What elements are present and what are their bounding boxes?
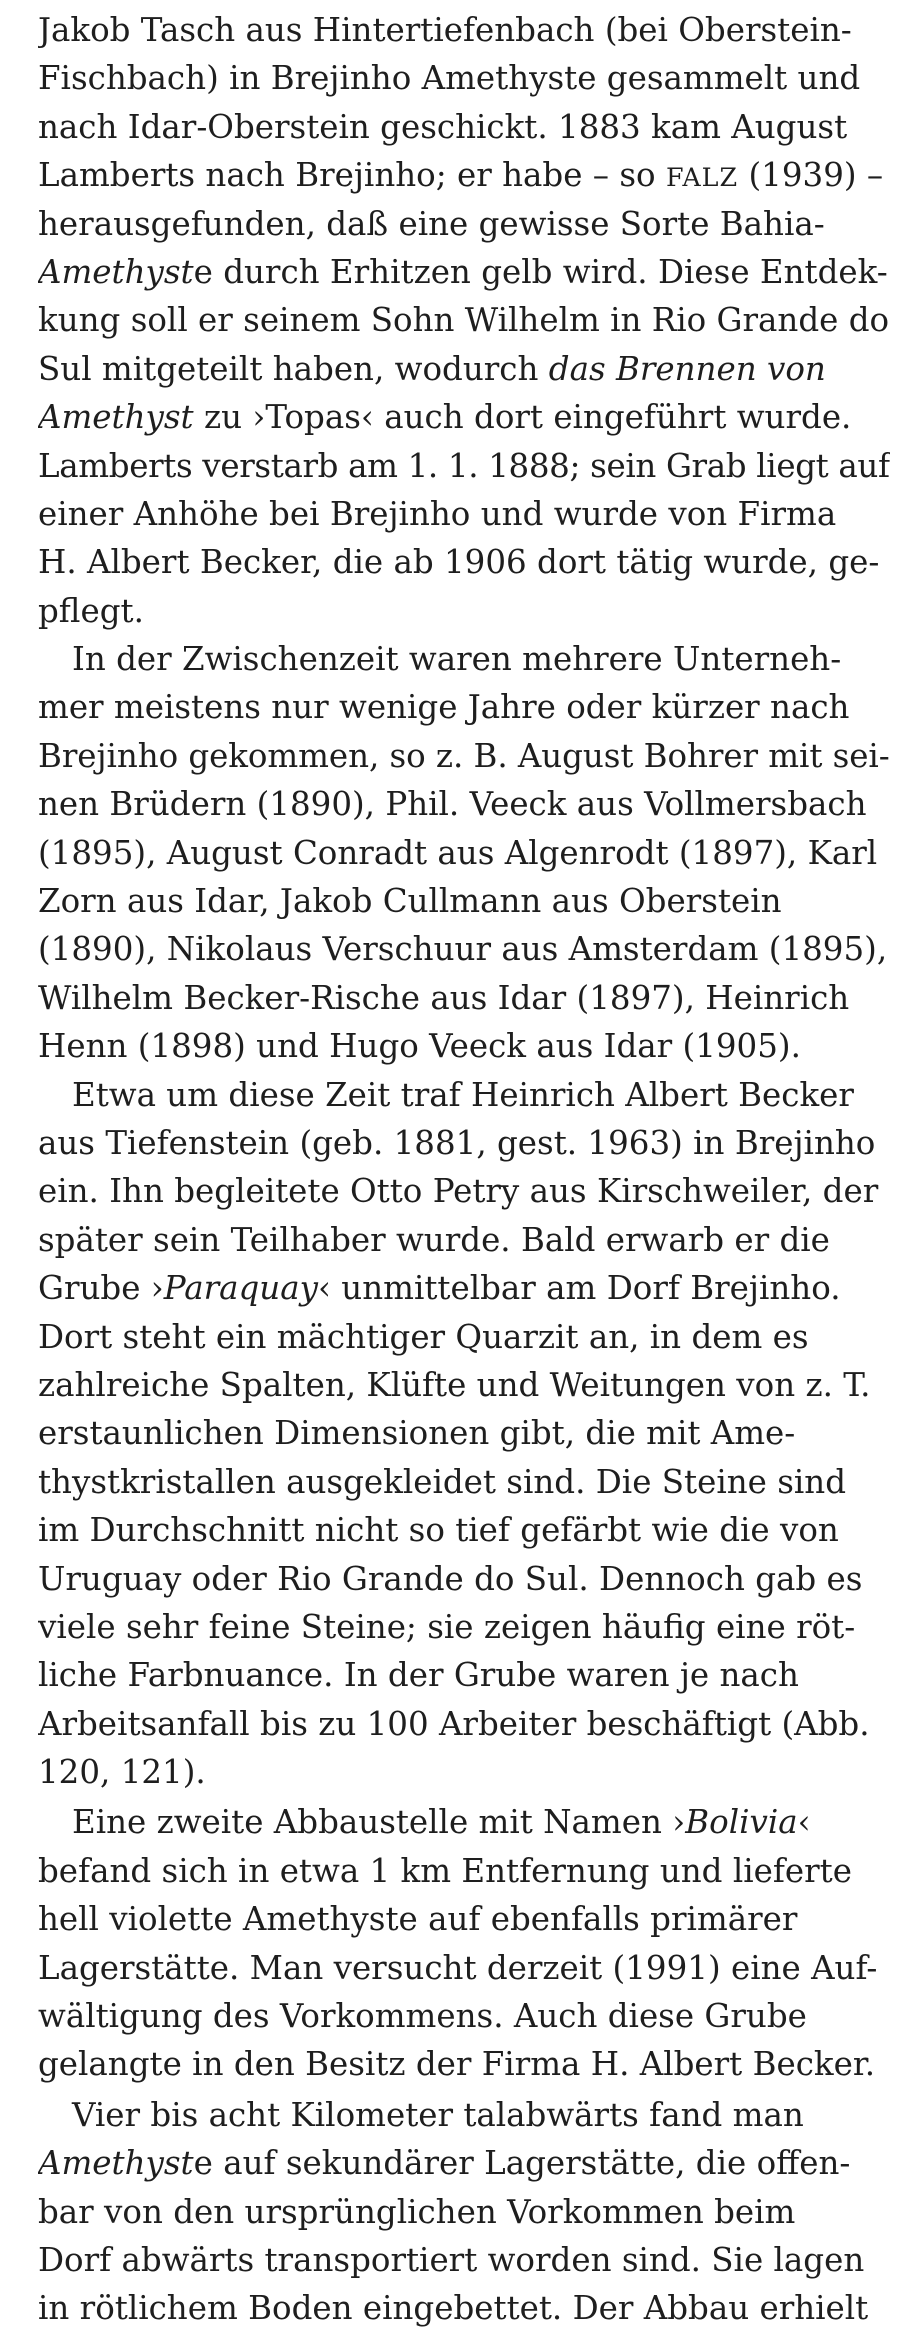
text-line: aus Tiefenstein (geb. 1881, gest. 1963) in Brejinho xyxy=(38,1123,876,1162)
text-line: Amethyst zu ›Topas‹ auch dort eingeführt wurde. xyxy=(38,398,852,437)
text-line: einer Anhöhe bei Brejinho und wurde von Firma xyxy=(38,494,837,533)
text-line: Brejinho gekommen, so z. B. August Bohrer mit sei- xyxy=(38,736,890,775)
text-line: Vier bis acht Kilometer talabwärts fand man xyxy=(72,2095,804,2134)
text-line: gelangte in den Besitz der Firma H. Albert Becker. xyxy=(38,2045,876,2084)
text-line: Grube ›Paraquay‹ unmittelbar am Dorf Brejinho. xyxy=(38,1269,841,1308)
text-line: hell violette Amethyste auf ebenfalls primärer xyxy=(38,1900,798,1939)
text-line: liche Farbnuance. In der Grube waren je nach xyxy=(38,1656,799,1695)
text-line: zahlreiche Spalten, Klüfte und Weitungen von z. T. xyxy=(38,1365,871,1404)
text-line: wältigung des Vorkommens. Auch diese Grube xyxy=(38,1997,807,2036)
paragraph-1 xyxy=(38,6,890,635)
text-line: herausgefunden, daß eine gewisse Sorte Bahia- xyxy=(38,204,825,243)
text-line: in rötlichem Boden eingebettet. Der Abbau erhielt xyxy=(38,2289,869,2328)
text-line: Uruguay oder Rio Grande do Sul. Dennoch gab es xyxy=(38,1559,863,1598)
text-line: Lamberts verstarb am 1. 1. 1888; sein Grab liegt auf xyxy=(38,446,890,485)
text-line: Zorn aus Idar, Jakob Cullmann aus Oberstein xyxy=(38,882,782,921)
text-line: Arbeitsanfall bis zu 100 Arbeiter beschäftigt (Abb. xyxy=(38,1704,870,1743)
text-line: Amethyste auf sekundärer Lagerstätte, die offen- xyxy=(38,2144,851,2183)
text-line: Dort steht ein mächtiger Quarzit an, in dem es xyxy=(38,1317,809,1356)
text-line: kung soll er seinem Sohn Wilhelm in Rio Grande do xyxy=(38,301,890,340)
text-line: nen Brüdern (1890), Phil. Veeck aus Vollmersbach xyxy=(38,785,867,824)
text-line: Jakob Tasch aus Hintertiefenbach (bei Oberstein- xyxy=(38,11,852,49)
text-line: (1895), August Conradt aus Algenrodt (1897), Karl xyxy=(38,833,878,872)
text-line: nach Idar-Oberstein geschickt. 1883 kam August xyxy=(38,107,848,146)
text-line: pflegt. xyxy=(38,591,144,630)
text-line: Eine zweite Abbaustelle mit Namen ›Bolivia‹ xyxy=(72,1803,811,1842)
text-line: 120, 121). xyxy=(38,1753,206,1792)
text-line: (1890), Nikolaus Verschuur aus Amsterdam (1895), xyxy=(38,930,888,969)
paragraph-2 xyxy=(38,635,890,1071)
text-line: ein. Ihn begleitete Otto Petry aus Kirschweiler, der xyxy=(38,1172,879,1211)
paragraph-5 xyxy=(38,2091,890,2333)
text-line: befand sich in etwa 1 km Entfernung und lieferte xyxy=(38,1851,852,1890)
text-line: viele sehr feine Steine; sie zeigen häufig eine röt- xyxy=(38,1607,856,1646)
paragraph-3 xyxy=(38,1071,890,1797)
paragraph-4 xyxy=(38,1798,890,2088)
text-line: bar von den ursprünglichen Vorkommen beim xyxy=(38,2192,796,2231)
text-line: In der Zwischenzeit waren mehrere Unterneh- xyxy=(72,640,842,679)
text-line: Fischbach) in Brejinho Amethyste gesammelt und xyxy=(38,59,861,98)
text-line: später sein Teilhaber wurde. Bald erwarb er die xyxy=(38,1220,830,1259)
text-line: Henn (1898) und Hugo Veeck aus Idar (1905). xyxy=(38,1027,801,1066)
text-line: Dorf abwärts transportiert worden sind. Sie lagen xyxy=(38,2240,865,2279)
text-line: H. Albert Becker, die ab 1906 dort tätig wurde, ge- xyxy=(38,543,880,582)
text-line: Etwa um diese Zeit traf Heinrich Albert Becker xyxy=(72,1075,854,1114)
text-line: mer meistens nur wenige Jahre oder kürzer nach xyxy=(38,688,850,727)
text-line: Sul mitgeteilt haben, wodurch das Brennen von xyxy=(38,349,826,388)
text-line: Wilhelm Becker-Rische aus Idar (1897), Heinrich xyxy=(38,978,850,1017)
text-line: erstaunlichen Dimensionen gibt, die mit Ame- xyxy=(38,1414,796,1453)
document-page xyxy=(38,6,890,2333)
text-line: im Durchschnitt nicht so tief gefärbt wie die von xyxy=(38,1511,839,1550)
text-line: Lagerstätte. Man versucht derzeit (1991) eine Auf- xyxy=(38,1948,878,1987)
text-line: Lamberts nach Brejinho; er habe – so FALZ (1939) – xyxy=(38,156,884,195)
text-line: thystkristallen ausgekleidet sind. Die Steine sind xyxy=(38,1462,847,1501)
text-line: Amethyste durch Erhitzen gelb wird. Diese Entdek- xyxy=(38,252,888,291)
